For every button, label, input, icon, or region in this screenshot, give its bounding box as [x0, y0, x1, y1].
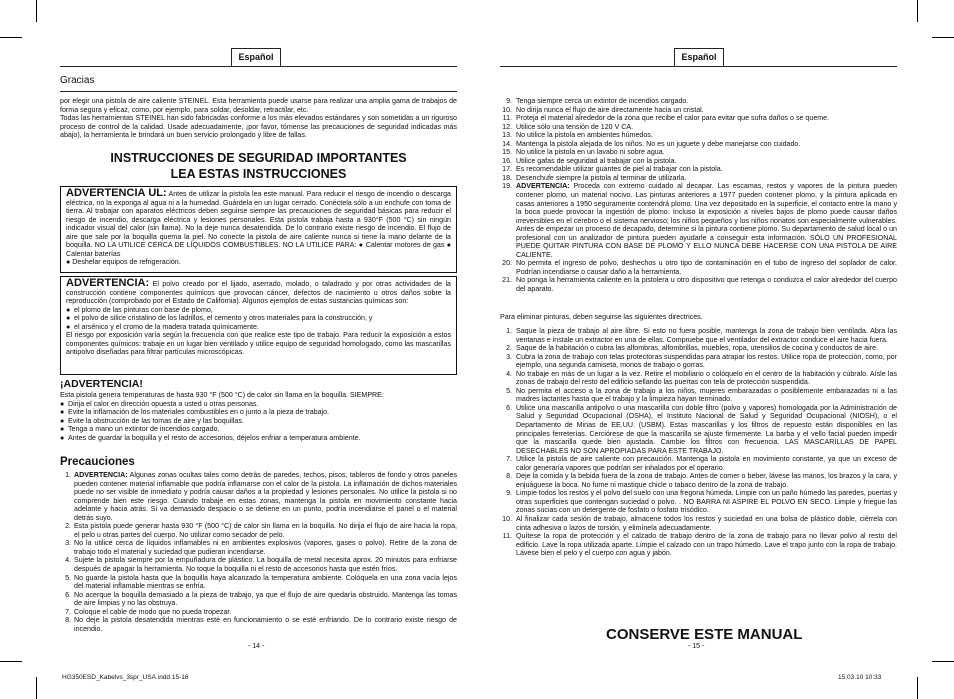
crop-mark: [0, 661, 22, 662]
prop65-warning-title: ADVERTENCIA:: [66, 277, 150, 289]
precautions-heading: Precauciones: [60, 456, 135, 468]
precautions-list: [60, 471, 457, 633]
list-item-text: Proteja el material alrededor de la zona que recibe el calor para evitar que sufra daños o se queme.: [516, 114, 830, 123]
list-item: [500, 327, 897, 344]
list-item-number: 4.: [65, 556, 71, 565]
list-item: [500, 123, 897, 132]
list-item: [500, 174, 897, 183]
list-item-number: 12.: [502, 122, 512, 131]
list-item: [500, 515, 897, 532]
bullet-icon: ●: [66, 258, 71, 267]
list-item-text: No guarde la pistola hasta que la boquilla haya alcanzado la temperatura ambiente. Colóquela en una zona vacía lejos del material inflamable mientras se enfría.: [74, 573, 457, 591]
list-item-warning-label: ADVERTENCIA:: [516, 182, 570, 191]
list-item-number: 5.: [506, 386, 512, 395]
list-item-number: 6.: [506, 403, 512, 412]
ul-warning-box: [60, 186, 457, 273]
heat-warning-title: ¡ADVERTENCIA!: [60, 378, 143, 390]
footer-timestamp: 15.03.10 10:33: [838, 674, 882, 681]
list-item-text: Sujete la pistola siempre por la empuñadura de plástico. La boquilla de metal necesita aprox. 20 minutos para enfriarse después de apagar la herramienta. No toque la boquilla ni el resto de accesorios hasta que estén fríos.: [74, 556, 457, 574]
list-item-warning-label: ADVERTENCIA:: [74, 471, 128, 479]
list-item: [500, 165, 897, 174]
list-item: [60, 591, 457, 608]
list-item-number: 13.: [502, 131, 512, 140]
conserve-manual-heading: CONSERVE ESTE MANUAL: [606, 626, 803, 643]
prop65-warning-box: [60, 276, 457, 375]
bullet-icon: ●: [60, 399, 65, 408]
list-item-number: 17.: [502, 165, 512, 174]
list-item: [500, 455, 897, 472]
language-tab-left: Español: [231, 48, 281, 67]
list-item: [60, 616, 457, 633]
list-item: [500, 276, 897, 293]
list-item: [500, 182, 897, 259]
list-item: [500, 259, 897, 276]
list-item-text: Quítese la ropa de protección y el calzado de trabajo dentro de la zona de trabajo para no llevar polvo al resto del edificio. Lave la ropa utilizada aparte. Limpie el calzado con un trapo húmedo. Lave el trapo junto con la ropa de trabajo. Lávese bien el pelo y el cuerpo con agua y jabón.: [516, 532, 897, 558]
list-item: [500, 532, 897, 558]
list-item-text: Algunas zonas ocultas tales como detrás de paredes, techos, pisos, tableros de fondo y otros paneles pueden contener material inflamable que podría inflamarse con el calor de la pistola. La inflamación de dichos materiales puede no ser visible de inmediato y podría causar daños a la propiedad y lesiones personales. No utilice la pistola si no comprende bien este riesgo. Cuando trabaje en estas zonas, mantenga la pistola en movimiento constante hacia adelante y hacia atrás. Si va demasiado despacio o se detiene en un punto, podría incendiarse el panel o el material detrás suyo.: [74, 471, 457, 522]
list-item: [500, 97, 897, 106]
list-item-number: 6.: [65, 590, 71, 599]
header-rule-right: [500, 66, 897, 67]
language-tab-right: Español: [674, 48, 724, 67]
list-item: [500, 140, 897, 149]
list-item-text: Saque de la habitación o cubra las alfombras, alfombrillas, muebles, ropa, utensilios de cocina y conductos de aire.: [516, 344, 878, 353]
list-item: [500, 489, 897, 515]
list-item-number: 2.: [65, 522, 71, 531]
list-item-number: 1.: [506, 327, 512, 335]
instructions-title: INSTRUCCIONES DE SEGURIDAD IMPORTANTES: [110, 151, 407, 165]
list-item-number: 11.: [502, 114, 512, 123]
list-item-number: 7.: [506, 455, 512, 464]
bullet-icon: ●: [358, 241, 364, 250]
prop65-bullet: el plomo de las pinturas con base de plomo,: [74, 305, 213, 314]
list-item-number: 9.: [506, 489, 512, 498]
list-item: [500, 472, 897, 489]
list-item-text: No permita el acceso a la zona de trabajo a los niños, mujeres embarazadas o posiblemente embarazadas ni a las madres lactantes hasta que el trabajo y la limpieza hayan terminado.: [516, 386, 897, 404]
heat-warning-bullet: Dirija el calor en dirección opuesta a usted u otras personas.: [68, 399, 259, 408]
crop-mark: [0, 37, 22, 38]
list-item: [500, 370, 897, 387]
heat-warning-section: [60, 378, 457, 442]
list-item: [60, 608, 457, 617]
footer-filename: HG350ESD_Kabelvs_3spr_USA.indd 15-16: [62, 674, 189, 681]
ul-warning-title: ADVERTENCIA UL:: [66, 187, 167, 199]
list-item: [500, 114, 897, 123]
list-item-text: Saque la pieza de trabajo al aire libre. Si esto no fuera posible, mantenga la zona de trabajo bien ventilada. Abra las ventanas e instale un extractor en una de ellas. Compruebe que el ventilador del extractor conduce el aire hacia fuera.: [516, 327, 897, 344]
heat-warning-bullet: Evite la inflamación de los materiales combustibles en o junto a la pieza de trabajo.: [68, 408, 330, 417]
list-item: [60, 471, 457, 522]
instructions-subtitle: LEA ESTAS INSTRUCCIONES: [170, 167, 347, 181]
list-item: [500, 148, 897, 157]
list-item-number: 19.: [502, 182, 512, 191]
ul-bullet: Calentar baterías: [66, 249, 121, 258]
intro-text: [60, 97, 457, 140]
list-item-text: Utilice una mascarilla antipolvo o una mascarilla con doble filtro (polvo y vapores) homologada por la Administración de Salud y Seguridad Ocupacional (OSHA), el Instituto Nacional de Salud y Seguridad Ocupacional (NIOSH), o el Departamento de Minas de EE.UU. (USBM). Estas mascarillas y los filtros de repuesto están disponibles en las principales ferreterías. Cerciórese de que la mascarilla se ajuste firmemente. La barba y el vello facial pueden impedir que la mascarilla quede bien ajustada. Cambie los filtros con frecuencia. LAS MASCARILLAS DE PAPEL DESECHABLES NO SON APROPIADAS PARA ESTE TRABAJO.: [516, 403, 897, 455]
list-item-text: Esta pistola puede generar hasta 930 °F (500 °C) de calor sin llama en la boquilla. No dirija el flujo de aire hacia la ropa, el pelo u otras partes del cuerpo. No utilizar como secador de pelo.: [74, 522, 457, 539]
list-item-number: 3.: [65, 539, 71, 548]
bullet-icon: ●: [60, 408, 65, 417]
list-item-text: Mantenga la pistola alejada de los niños. No es un juguete y debe manejarse con cuidado.: [516, 139, 801, 148]
crop-mark: [917, 677, 918, 699]
list-item-text: No permita el ingreso de polvo, deshechos u otro tipo de contaminación en el tubo de ingreso del soplador de calor. Podrían incendiarse o causar daño a la herramienta.: [516, 259, 897, 276]
list-item: [60, 574, 457, 591]
list-item-number: 5.: [65, 573, 71, 582]
prop65-bullet: el polvo de silice cristalino de los ladrillos, el cemento y otros materiales para la construcción, y: [74, 314, 373, 323]
list-item-text: Proceda con extremo cuidado al decapar. Las escamas, restos y vapores de la pintura pueden contener plomo, un material nocivo. Las pinturas anteriores a 1977 pueden contener plomo, y la pintura aplicada en casas anteriores a 1950 seguramente contendrá plomo. Una vez depositado en la superficie, el contacto entre la mano y la boca puede provocar la ingestión de plomo. Incluso la exposición a niveles bajos de plomo puede causar daños irreversibles en el cerebro o el sistema nervioso; los niños pequeños y los niños nonatos son especialmente vulnerables. Antes de empezar un proceso de decapado, determine si la pintura contiene plomo. Su departamento de salud local o un profesional con un analizador de pintura pueden ayudarle a conseguir esta información. SÓLO UN PROFESIONAL PUEDE QUITAR PINTURA CON BASE DE PLOMO Y ELLO NUNCA DEBE HACERSE CON UNA PISTOLA DE AIRE CALIENTE.: [516, 182, 897, 259]
list-item-text: Es recomendable utilizar guantes de piel al trabajar con la pistola.: [516, 165, 723, 174]
bullet-icon: ●: [66, 305, 71, 314]
instructions-heading: [60, 150, 457, 182]
list-item-number: 11.: [502, 532, 512, 541]
heat-warning-text: Esta pistola genera temperaturas de hasta 930 °F (500 °C) de calor sin llama en la boquilla. SIEMPRE:: [60, 391, 384, 399]
header-rule-left: [60, 66, 457, 67]
list-item: [500, 157, 897, 166]
list-item-number: 14.: [502, 139, 512, 148]
list-item: [500, 404, 897, 455]
prop65-bullet: el arsénico y el cromo de la madera tratada químicamente.: [74, 322, 259, 331]
intro-paragraph: Todas las herramientas STEINEL han sido fabricadas conforme a los más elevados estándares y son sometidas a un riguroso proceso de control de la calidad. Usade adecuadamente, ¡por favor, tómense las precauciones de seguridad indicadas más abajo), la herramienta le brindará un buen servicio prolongado y libre de fallas.: [60, 114, 457, 140]
list-item-number: 16.: [502, 156, 512, 165]
list-item: [500, 353, 897, 370]
list-item-number: 3.: [506, 352, 512, 361]
crop-mark: [932, 37, 954, 38]
list-item-text: Tenga siempre cerca un extintor de incendios cargado.: [516, 97, 689, 105]
list-item-text: Deje la comida y la bebida fuera de la zona de trabajo. Antes de comer o beber, lávese las manos, los brazos y la cara, y enjuáguese la boca. No fume ni mastique chicle o tabaco dentro de la zona de trabajo.: [516, 472, 897, 489]
list-item-number: 10.: [502, 105, 512, 114]
prop65-warning-text: El polvo creado por el lijado, aserrado, molado, o taladrado y por otras actividades de la construcción contiene componentes químicos que provocan cáncer, defectos de nacimiento u otros daños sobre la reproducción (comprobado por el Estado de California). Algunos ejemplos de estas sustancias químicas son:: [66, 280, 451, 306]
list-item-text: Desenchufe siempre la pistola al terminar de utilizarla.: [516, 173, 687, 182]
list-item-text: No la utilice cerca de líquidos inflamables ni en ambientes explosivos (vapores, gases o polvo). Retire de la zona de trabajo todo el material y suciedad que pudieran incendiarse.: [74, 539, 457, 556]
list-item: [500, 387, 897, 404]
list-item-number: 10.: [502, 515, 512, 524]
crop-mark: [36, 0, 37, 22]
list-item-text: Coloque el cable de modo que no pueda tropezar.: [74, 607, 232, 616]
bullet-icon: ●: [60, 425, 65, 434]
list-item-text: No utilice la pistola en un lavabo ni sobre agua.: [516, 148, 665, 157]
crop-mark: [932, 661, 954, 662]
list-item-text: Limpie todos los restos y el polvo del suelo con una fregona húmeda. Limpie con un paño húmedo las paredes, puertas y otras superficies que contengan suciedad o polvo. . NO BARRA NI ASPIRE EL POLVO EN SECO. Limpie y friegue las zonas sucias con un detergente de fosfato o fosfato trisódico.: [516, 489, 897, 515]
list-item-number: 7.: [65, 607, 71, 616]
paint-removal-intro: Para eliminar pinturas, deben seguirse las siguientes directrices.: [500, 313, 703, 321]
list-item: [500, 344, 897, 353]
list-item-text: Al finalizar cada sesión de trabajo, almacene todos los restos y suciedad en una bolsa de plástico doble, ciérrela con cinta adhesiva o lazos de torsión, y elimínela adecuadamente.: [516, 515, 897, 532]
list-item: [60, 522, 457, 539]
ul-warning-text: Antes de utilizar la pistola lea este manual. Para reducir el riesgo de incendio o descarga eléctrica, no la exponga al agua ni a la humedad. Guárdela en un lugar cerrado. Conéctela sólo a un enchufe con toma de tierra. Al trabajar con aparatos eléctricos deben seguirse siempre las precauciones de seguridad básicas para reducir el riesgo de incendio, descarga eléctrica y lesiones personales. Esta pistola trabaja hasta a 930°F (500 °C) sin ningún indicador visual del calor (sin llama). No la deje nunca desatendida. De lo contrario existe riesgo de incendio. El flujo de aire que sale por la boquilla quema la piel. No conecte la pistola de aire caliente nunca si tiene la mano delante de la boquilla. NO LA UTILICE CERCA DE LÍQUIDOS COMBUSTIBLES. NO LA UTILICE PARA:: [66, 190, 451, 250]
list-item-number: 2.: [506, 344, 512, 353]
list-item-text: Utilice sólo una tensión de 120 V CA.: [516, 122, 634, 131]
list-item-number: 8.: [65, 616, 71, 625]
list-item-text: Utilice gafas de seguridad al trabajar con la pistola.: [516, 156, 677, 165]
list-item: [500, 106, 897, 115]
list-item-text: Cubra la zona de trabajo con telas protectoras suspendidas para atrapar los restos. Utilice ropa de protección, como, por ejemplo, una segunda camiseta, monos de trabajo o gorras.: [516, 352, 897, 370]
intro-paragraph: por elegir una pistola de aire caliente STEINEL. Esta herramienta puede usarse para realizar una amplia gama de trabajos de forma segura y eficaz, como, por ejemplo, para soldar, desoldar, retractilar, etc.: [60, 97, 457, 114]
ul-bullet: Calentar motores de gas: [365, 241, 445, 250]
list-item-text: No acerque la boquilla demasiado a la pieza de trabajo, ya que el flujo de aire quedaría obstruido. Mantenga las tomas de aire limpias y no las obstruya.: [74, 590, 457, 608]
list-item-number: 21.: [502, 276, 512, 285]
bullet-icon: ●: [66, 322, 71, 331]
precautions-list-continued: [500, 97, 897, 294]
heat-warning-bullet: Antes de guardar la boquilla y el resto de accesorios, déjelos enfriar a temperatura ambiente.: [68, 433, 361, 442]
list-item: [500, 131, 897, 140]
gracias-rule: [60, 91, 457, 92]
list-item-number: 20.: [502, 259, 512, 268]
list-item-text: No ponga la herramienta caliente en la pistolera u otro dispositivo que retenga o conduzca el calor alrededor del cuerpo del aparato.: [516, 276, 897, 294]
list-item-number: 15.: [502, 148, 512, 157]
list-item-number: 18.: [502, 173, 512, 182]
crop-mark: [36, 677, 37, 699]
list-item: [60, 556, 457, 573]
list-item-text: No trabaje en más de un lugar a la vez. Retire el mobiliario o colóquelo en el centro de la habitación y cúbralo. Aísle las zonas de trabajo del resto del edificio sellando las puertas con tela de protección suspendida.: [516, 369, 897, 387]
list-item-text: No dirija nunca el flujo de aire directamente hacia un cristal.: [516, 105, 704, 114]
page-number-right: - 15 -: [688, 643, 705, 650]
bullet-icon: ●: [446, 241, 451, 250]
list-item-text: No deje la pistola desatendida mientras esté en funcionamiento o se esté enfriando. De lo contrario existe riesgo de incendio.: [74, 616, 457, 633]
list-item-number: 1.: [65, 471, 71, 479]
prop65-outro: El riesgo por exposición varía según la frecuencia con que realice este tipo de trabajo. Para reducir la exposición a estos componentes químicos: trabaje en un lugar bien ventilado y utilice equipo de seguridad homologado, como las mascarillas antipolvo diseñadas para filtrar partículas microscópicas.: [66, 331, 451, 357]
list-item-text: Utilice la pistola de aire caliente con precaución. Mantenga la pistola en movimiento constante, ya que un exceso de calor generaría vapores que podrían ser inhalados por el operario.: [516, 455, 897, 472]
list-item: [60, 539, 457, 556]
heat-warning-bullet: Evite la obstrucción de las tomas de aire y las boquillas.: [68, 416, 244, 425]
paint-removal-list: [500, 327, 897, 558]
bullet-icon: ●: [60, 433, 65, 442]
gracias-heading: Gracias: [60, 75, 95, 86]
ul-bullet: Deshelar equipos de refrigeración.: [72, 258, 181, 267]
list-item-number: 4.: [506, 369, 512, 378]
bullet-icon: ●: [60, 416, 65, 425]
page-number-left: - 14 -: [248, 643, 265, 650]
bullet-icon: ●: [66, 314, 71, 323]
list-item-text: No utilice la pistola en ambientes húmedos.: [516, 131, 653, 140]
list-item-number: 8.: [506, 472, 512, 481]
crop-mark: [917, 0, 918, 22]
heat-warning-bullet: Tenga a mano un extintor de incendios cargado.: [68, 425, 220, 434]
list-item-number: 9.: [506, 97, 512, 105]
